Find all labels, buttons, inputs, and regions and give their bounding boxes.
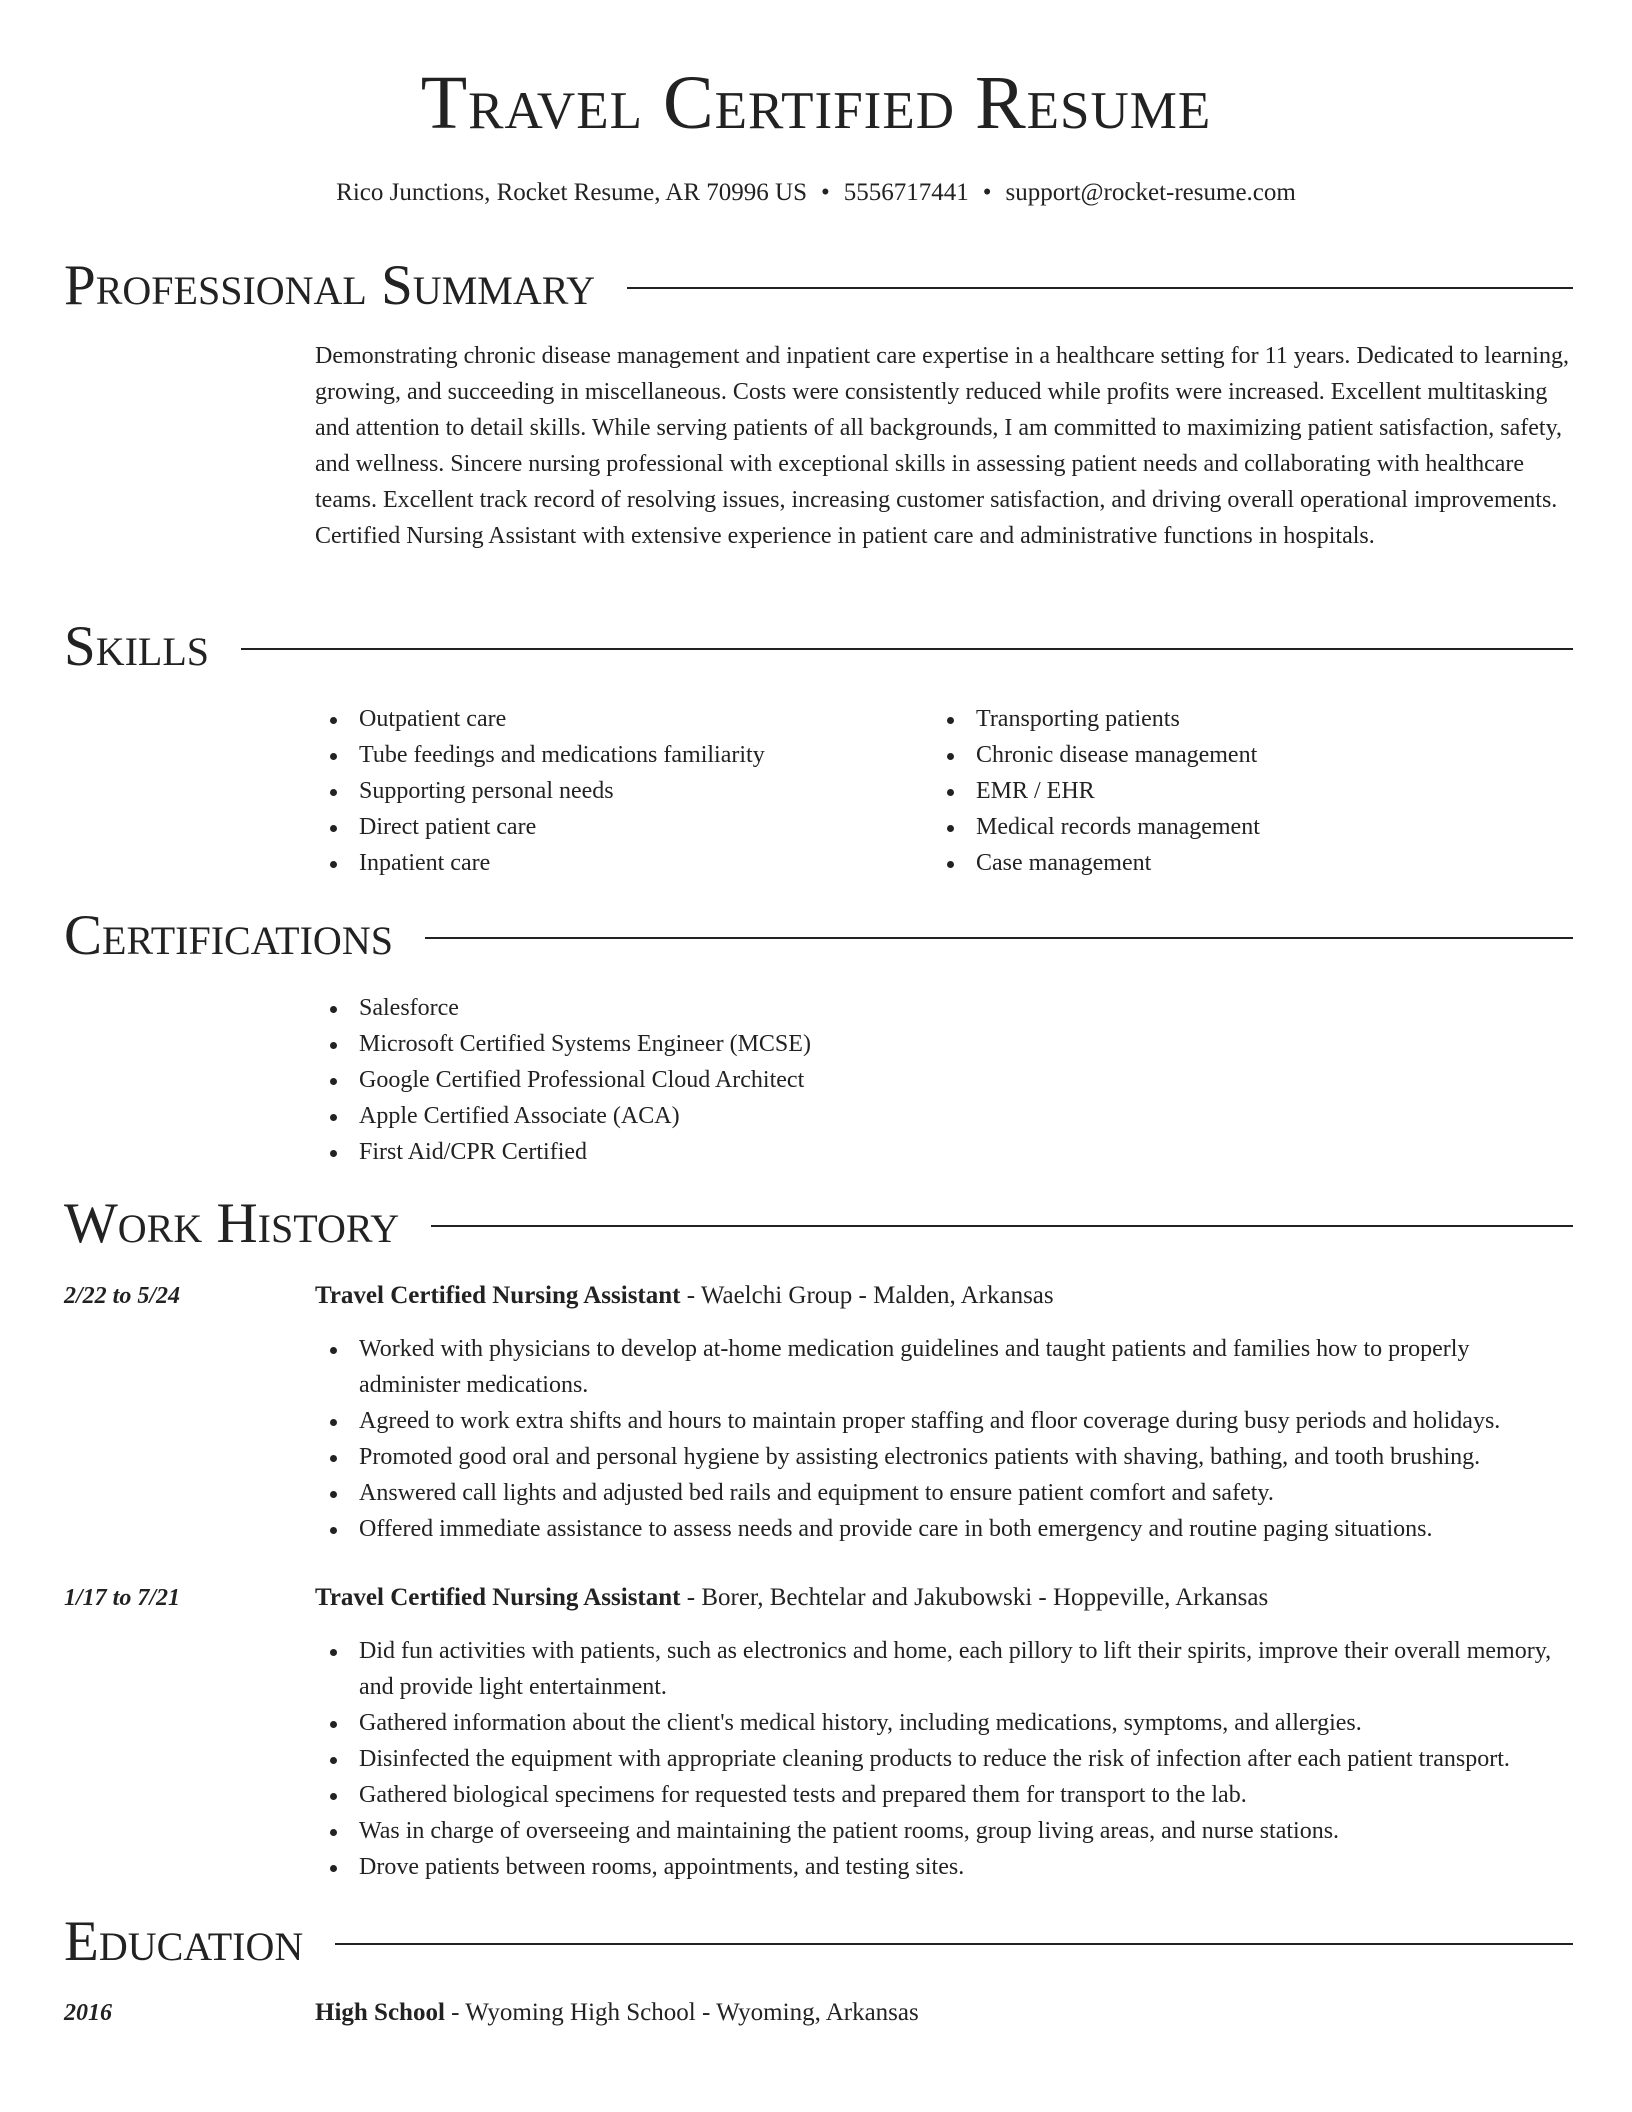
summary-block: [315, 338, 1575, 554]
skill-item: Transporting patients: [932, 701, 1549, 737]
job-dates: 2/22 to 5/24: [64, 1283, 181, 1309]
skill-item: Tube feedings and medications familiarity: [315, 737, 932, 773]
skill-item: Supporting personal needs: [315, 773, 932, 809]
job-duty-item: Offered immediate assistance to assess needs and provide care in both emergency and routine paging situations.: [315, 1511, 1575, 1547]
certification-item: First Aid/CPR Certified: [315, 1134, 1575, 1170]
job-employer: - Borer, Bechtelar and Jakubowski - Hoppeville, Arkansas: [680, 1584, 1269, 1611]
skills-block: [315, 701, 1575, 881]
certification-item: Apple Certified Associate (ACA): [315, 1098, 1575, 1134]
skill-item: Medical records management: [932, 809, 1549, 845]
job-duties: [315, 1633, 1575, 1885]
job-duty-item: Promoted good oral and personal hygiene by assisting electronics patients with shaving, bathing, and tooth brushing.: [315, 1439, 1575, 1475]
education-degree: High School: [315, 1999, 445, 2026]
resume-name: Travel Certified Resume: [420, 61, 1212, 145]
skill-item: Chronic disease management: [932, 737, 1549, 773]
job-entry: [315, 1278, 1575, 1547]
education-line: [315, 1995, 1575, 2031]
job-employer: - Waelchi Group - Malden, Arkansas: [680, 1282, 1054, 1309]
job-title-line: [315, 1580, 1575, 1616]
job-duty-item: Agreed to work extra shifts and hours to maintain proper staffing and floor coverage during busy periods and holidays.: [315, 1403, 1575, 1439]
skill-item: EMR / EHR: [932, 773, 1549, 809]
skills-column-right: [932, 701, 1549, 881]
section-title-work-history: Work History: [64, 1192, 400, 1255]
section-divider: [335, 1943, 1573, 1945]
contact-separator: •: [982, 179, 992, 206]
skills-grid: [315, 701, 1575, 881]
job-dates: 1/17 to 7/21: [64, 1585, 181, 1611]
section-title-skills: Skills: [64, 615, 210, 678]
section-header-skills: [64, 613, 1573, 681]
education-entry: [315, 1995, 1575, 2031]
contact-line: [0, 176, 1632, 210]
job-duties: [315, 1331, 1575, 1547]
certifications-block: [315, 990, 1575, 1170]
skill-item: Case management: [932, 845, 1549, 881]
job-duty-item: Drove patients between rooms, appointments, and testing sites.: [315, 1849, 1575, 1885]
section-header-work-history: [64, 1190, 1573, 1258]
job-role: Travel Certified Nursing Assistant: [315, 1584, 681, 1611]
section-title-education: Education: [64, 1910, 304, 1973]
job-role: Travel Certified Nursing Assistant: [315, 1282, 681, 1309]
section-header-education: [64, 1908, 1573, 1976]
skills-column-left: [315, 701, 932, 881]
job-duty-item: Was in charge of overseeing and maintaining the patient rooms, group living areas, and nurse stations.: [315, 1813, 1575, 1849]
job-duty-item: Disinfected the equipment with appropriate cleaning products to reduce the risk of infection after each patient transport.: [315, 1741, 1575, 1777]
skill-item: Inpatient care: [315, 845, 932, 881]
education-year: 2016: [64, 2000, 112, 2026]
education-school: - Wyoming High School - Wyoming, Arkansas: [444, 1999, 919, 2026]
section-header-summary: [64, 252, 1573, 320]
certification-item: Google Certified Professional Cloud Architect: [315, 1062, 1575, 1098]
job-duty-item: Gathered biological specimens for requested tests and prepared them for transport to the lab.: [315, 1777, 1575, 1813]
contact-address: Rico Junctions, Rocket Resume, AR 70996 US: [336, 179, 807, 206]
job-duty-item: Did fun activities with patients, such as electronics and home, each pillory to lift their spirits, improve their overall memory, and provide light entertainment.: [315, 1633, 1575, 1705]
job-duty-item: Answered call lights and adjusted bed rails and equipment to ensure patient comfort and safety.: [315, 1475, 1575, 1511]
contact-separator: •: [821, 179, 830, 206]
job-title-line: [315, 1278, 1575, 1314]
job-entry: [315, 1580, 1575, 1885]
certification-item: Salesforce: [315, 990, 1575, 1026]
section-title-certifications: Certifications: [64, 904, 393, 967]
contact-phone: 5556717441: [843, 179, 969, 206]
skill-item: Direct patient care: [315, 809, 932, 845]
contact-email: support@rocket-resume.com: [1005, 179, 1296, 206]
skill-item: Outpatient care: [315, 701, 932, 737]
certifications-list: [315, 990, 1575, 1170]
job-duty-item: Gathered information about the client's medical history, including medications, symptoms, and allergies.: [315, 1705, 1575, 1741]
section-divider: [425, 937, 1573, 939]
section-header-certifications: [64, 902, 1573, 970]
summary-text: Demonstrating chronic disease management and inpatient care expertise in a healthcare setting for 11 years. Dedicated to learning, growing, and succeeding in miscellaneous. Costs were consistently reduced while profits were increased. Excellent multitasking and attention to detail skills. While serving patients of all backgrounds, I am committed to maximizing patient satisfaction, safety, and wellness. Sincere nursing professional with exceptional skills in assessing patient needs and collaborating with healthcare teams. Excellent track record of resolving issues, increasing customer satisfaction, and driving overall operational improvements. Certified Nursing Assistant with extensive experience in patient care and administrative functions in hospitals.: [315, 343, 1569, 549]
section-divider: [431, 1225, 1573, 1227]
section-divider: [241, 648, 1573, 650]
certification-item: Microsoft Certified Systems Engineer (MCSE): [315, 1026, 1575, 1062]
section-divider: [627, 287, 1573, 289]
section-title-summary: Professional Summary: [64, 254, 596, 317]
job-duty-item: Worked with physicians to develop at-home medication guidelines and taught patients and families how to properly administer medications.: [315, 1331, 1575, 1403]
